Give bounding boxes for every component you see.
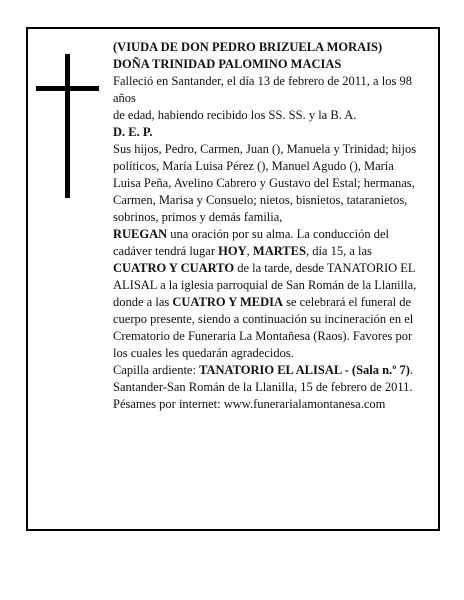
death-notice: Falleció en Santander, el día 13 de febrero de 2011, a los 98 años: [113, 74, 412, 105]
deceased-name: DOÑA TRINIDAD PALOMINO MACIAS: [113, 57, 342, 71]
condolences-line: Pésames por internet: www.funerarialamontanesa.com: [113, 397, 386, 411]
widow-of-line: (VIUDA DE DON PEDRO BRIZUELA MORAIS): [113, 40, 383, 54]
ceremony-text-3: de la tarde, desde TANATORIO EL ALISAL a la iglesia parroquial de San Román de la Llanilla, donde a las: [113, 261, 417, 309]
family-paragraph: Sus hijos, Pedro, Carmen, Juan (), Manuela y Trinidad; hijos políticos, María Luisa Pérez (), Manuel Agudo (), María Luisa Peña, Avelino Cabrero y Gustavo del Estal; hermanas, Carmen, Marisa y Consuelo; nietos, bisnietos, tataranietos, sobrinos, primos y demás familia,: [113, 142, 417, 224]
rip-line: D. E. P.: [113, 125, 153, 139]
cuatro-cuarto-bold: CUATRO Y CUARTO: [113, 261, 235, 275]
place-date: Santander-San Román de la Llanilla, 15 de febrero de 2011.: [113, 380, 413, 394]
ruegan-bold: RUEGAN: [113, 227, 168, 241]
comma-sep: ,: [246, 244, 253, 258]
cross-icon-bar: [36, 86, 99, 91]
sacraments-line: de edad, habiendo recibido los SS. SS. y la B. A.: [113, 108, 357, 122]
cuatro-media-bold: CUATRO Y MEDIA: [172, 295, 284, 309]
capilla-line: [113, 362, 418, 379]
capilla-end: .: [409, 363, 413, 377]
ceremony-text-2: , día 15, a las: [305, 244, 372, 258]
obituary-text: [113, 39, 418, 413]
ceremony-text-1: una oración por su alma. La conducción del cadáver tendrá lugar: [113, 227, 389, 258]
capilla-label: Capilla ardiente:: [113, 363, 200, 377]
capilla-value: TANATORIO EL ALISAL - (Sala n.º 7): [199, 363, 410, 377]
cross-icon: [65, 54, 70, 198]
ceremony-paragraph: [113, 226, 418, 362]
martes-bold: MARTES: [252, 244, 306, 258]
ceremony-text-4: se celebrará el funeral de cuerpo presente, siendo a continuación su incineración en el Crematorio de Funeraria La Montañesa (Raos). Favores por los cuales les quedarán agradecidos.: [113, 295, 414, 360]
hoy-bold: HOY: [218, 244, 247, 258]
